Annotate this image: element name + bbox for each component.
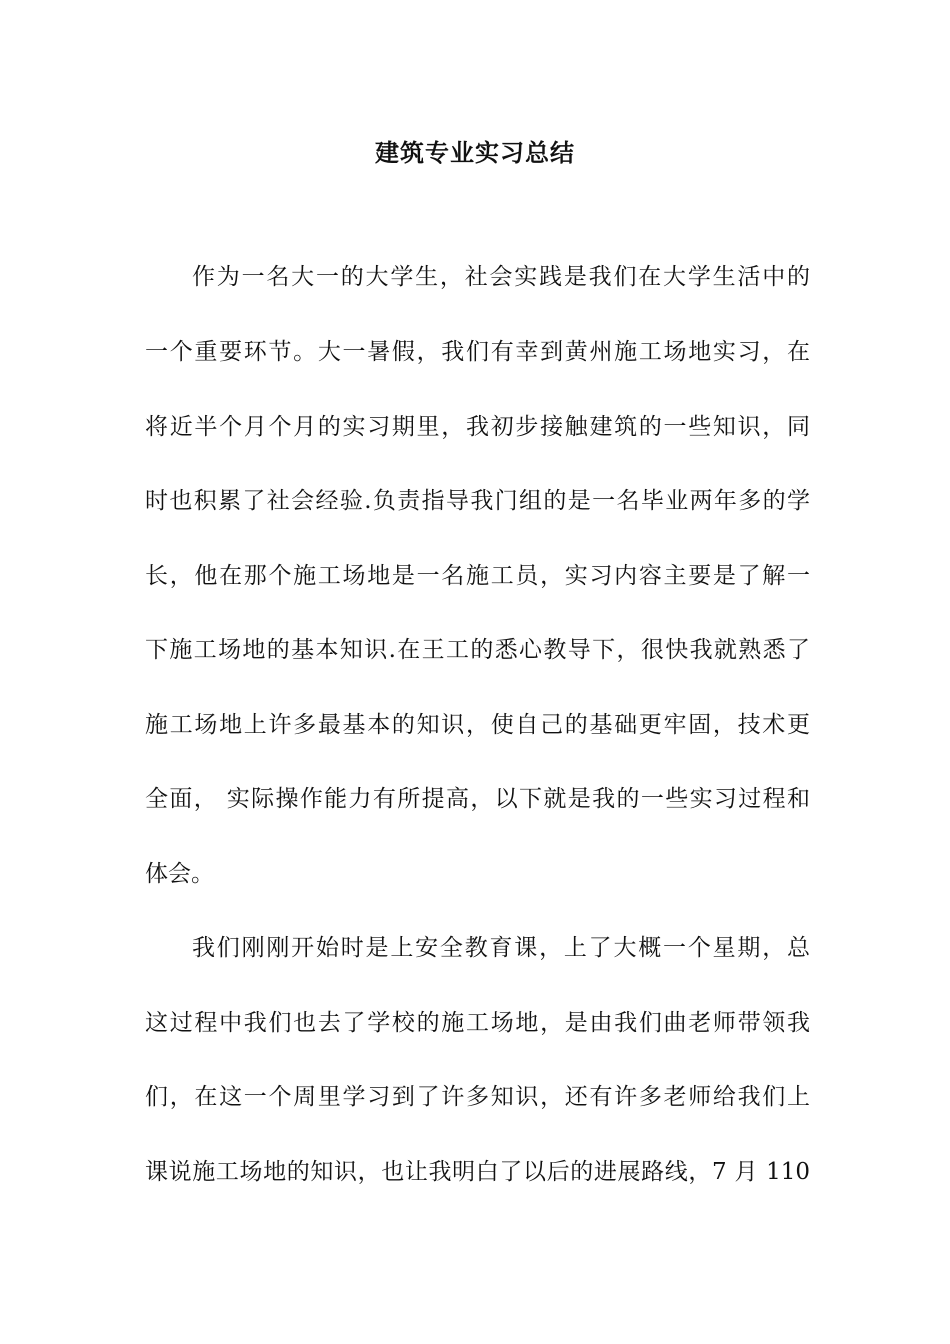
paragraph-line: 这过程中我们也去了学校的施工场地，是由我们曲老师带领我 [145, 1010, 810, 1036]
paragraph-line: 作为一名大一的大学生，社会实践是我们在大学生活中的 [192, 264, 810, 290]
paragraph-line: 时也积累了社会经验.负责指导我门组的是一名毕业两年多的学 [145, 488, 810, 514]
paragraph-line: 将近半个月个月的实习期里，我初步接触建筑的一些知识，同 [145, 414, 810, 440]
paragraph-line: 体会。 [145, 861, 214, 887]
paragraph-line: 们，在这一个周里学习到了许多知识，还有许多老师给我们上 [145, 1084, 810, 1110]
paragraph-line: 下施工场地的基本知识.在王工的悉心教导下，很快我就熟悉了 [145, 637, 810, 663]
paragraph-line: 全面， 实际操作能力有所提高，以下就是我的一些实习过程和 [145, 786, 810, 812]
paragraph-line: 一个重要环节。大一暑假，我们有幸到黄州施工场地实习，在 [145, 339, 810, 365]
paragraph-line: 我们刚刚开始时是上安全教育课，上了大概一个星期，总 [192, 935, 810, 961]
paragraph-line: 施工场地上许多最基本的知识，使自己的基础更牢固，技术更 [145, 712, 810, 738]
paragraph-line: 课说施工场地的知识，也让我明白了以后的进展路线，7 月 110 [145, 1159, 810, 1185]
document-title: 建筑专业实习总结 [375, 138, 575, 167]
paragraph-line: 长，他在那个施工场地是一名施工员，实习内容主要是了解一 [145, 563, 810, 589]
